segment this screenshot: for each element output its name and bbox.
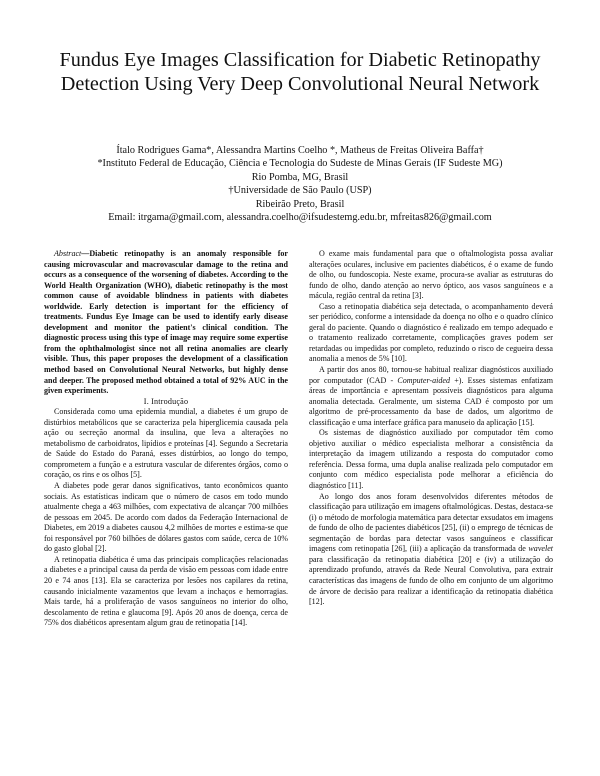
author-names: Ítalo Rodrigues Gama*, Alessandra Martins Coelho *, Matheus de Freitas Oliveira Baffa† bbox=[116, 145, 484, 156]
affiliation-1-city: Rio Pomba, MG, Brasil bbox=[251, 171, 349, 183]
abstract-text: Diabetic retinopathy is an anomaly responsible for causing microvascular and macrovascular damage to the retina and occurs as a consequence of the worsening of diabetes. According to the World Health Organization (WHO), diabetic retinopathy is the most common cause of avoidable blindness in patients with diabetes worldwide. Early detection is important for the efficiency of treatments. Fundus Eye Image can be used to identify early disease development and monitor the patient's clinical condition. The diagnostic process using this type of image may require some expertise from the ophthalmologist since not all retina anomalies are clearly visible. Thus, this paper proposes the development of a classification method based on Convolutional Neural Networks, but highly dense and deeper. The proposed method obtained a total of 92% AUC in the given experiments. bbox=[44, 249, 288, 396]
abstract-label: Abstract bbox=[54, 249, 82, 258]
cad-text-before: A partir dos anos 80, tornou-se habitual realizar diagnósticos auxiliado por computador (CAD - bbox=[309, 365, 553, 385]
intro-paragraph-2: A diabetes pode gerar danos significativos, tanto econômicos quanto sociais. As estatísticas indicam que o número de casos em todo mundo atualmente chega a 463 milhões, com expectativa de alcançar 700 milhões de pessoas em 2045. De acordo com dados da Federação Internacional de Diabetes, em 2019 a diabetes causou 4,2 milhões de mortes e estima-se que foi responsável por 760 bilhões de dólares gastos com saúde, cerca de 10% do gasto global [2]. bbox=[44, 481, 288, 554]
intro-paragraph-3: A retinopatia diabética é uma das principais complicações relacionadas a diabetes e a principal causa da perda de visão em pessoas com idade entre 20 e 74 anos [13]. Ela se caracteriza por lesões nos capilares da retina, causando inicialmente vazamentos que levam a inchaços e hemorragias. Mais tarde, há a proliferação de vasos sanguíneos no interior do olho, descolamento de retina e glaucoma [9]. Após 20 anos de doença, cerca de 75% dos diabéticos apresentam algum grau de retinopatia [14]. bbox=[44, 554, 288, 628]
right-paragraph-3 bbox=[309, 365, 553, 428]
abstract bbox=[44, 249, 288, 397]
author-emails: Email: itrgama@gmail.com, alessandra.coelho@ifsudestemg.edu.br, mfreitas826@gmail.com bbox=[108, 212, 492, 224]
abstract-dash: — bbox=[81, 249, 90, 258]
right-column bbox=[309, 249, 553, 608]
right-paragraph-1: O exame mais fundamental para que o oftalmologista possa avaliar alterações oculares, inclusive em pacientes diabéticos, é o exame de fundo de olho, ou fundoscopia. Neste exame, procura-se avaliar as estruturas do fundo de olho, dando atenção ao nervo óptico, aos vasos sanguíneos e a mácula, região central da retina [3]. bbox=[309, 249, 553, 301]
author-block bbox=[40, 144, 560, 224]
affiliation-2-city: Ribeirão Preto, Brasil bbox=[255, 198, 345, 210]
wavelet-italic-term: wavelet bbox=[528, 544, 553, 554]
intro-paragraph-1: Considerada como uma epidemia mundial, a diabetes é um grupo de distúrbios metabólicos que se caracteriza pela hiperglicemia causada pela ação ou secreção anormal da insulina, que leva a alterações no metabolismo de carboidratos, lipídios e proteínas [4]. Segundo a Secretaria de Saúde do Estado do Paraná, esses distúrbios, ao longo do tempo, comprometem a função e a estrutura vascular de diferentes órgãos, como o coração, os rins e os olhos [5]. bbox=[44, 407, 288, 480]
affiliation-1: *Instituto Federal de Educação, Ciência e Tecnologia do Sudeste de Minas Gerais (IF Sudeste MG) bbox=[97, 158, 503, 170]
right-paragraph-4: Os sistemas de diagnóstico auxiliado por computador têm como objetivo auxiliar o médico especialista melhorar a consistência da interpretação da imagem utilizando a resposta do computador como referência. Dessa forma, uma dupla analise realizada pelo computador em conjunto com médico especialista pode melhorar a eficiência do diagnóstico [11]. bbox=[309, 428, 553, 491]
section-heading-introduction: I. Introdução bbox=[143, 396, 189, 406]
methods-text-before: Ao longo dos anos foram desenvolvidos diferentes métodos de classificação para utilização em imagens oftalmológicas. Destas, destaca-se (i) o método de morfologia matemática para detectar exsudatos em imagens de fundo de olho de pacientes diabéticos [25], (ii) o emprego de técnicas de segmentação de bordas para detectar vasos sanguíneos e classificar imagens com retinopatia [26], (iii) a aplicação da transformada de bbox=[309, 491, 553, 554]
cad-italic-term: Computer-aided bbox=[397, 375, 450, 385]
methods-text-after: para classificação da retinopatia diabética [20] e (iv) a utilização do aprendizado profundo, através da Rede Neural Convolutiva, para extrair características das imagens de fundo de olho em conjunto de um algoritmo de árvore de decisão para realizar a identificação da retinopatia diabética [12]. bbox=[309, 554, 553, 607]
paper-title: Fundus Eye Images Classification for Diabetic Retinopathy Detection Using Very Deep Convolutional Neural Network bbox=[59, 49, 541, 95]
right-paragraph-2: Caso a retinopatia diabética seja detectada, o acompanhamento deverá ser periódico, conforme a intensidade da doença no olho e o quadro clínico geral do paciente. Quando o diagnóstico é realizado em tempo adequado e o tratamento realizado corretamente, complicações graves podem ser retardadas ou impedidas por completo, reduzindo o risco de cegueira dessa anomalia a menos de 5% [10]. bbox=[309, 301, 553, 364]
right-paragraph-5 bbox=[309, 492, 553, 608]
cad-text-after: +). Esses sistemas enfatizam áreas de importância e apresentam possíveis diagnósticos para alguma anomalia detectada. Geralmente, um sistema CAD é composto por um algoritmo de pré-processamento da base de dados, um algoritmo de classificação e uma interface gráfica para manuseio da aplicação [15]. bbox=[309, 375, 553, 427]
affiliation-2: †Universidade de São Paulo (USP) bbox=[228, 185, 372, 197]
left-column bbox=[44, 249, 288, 629]
